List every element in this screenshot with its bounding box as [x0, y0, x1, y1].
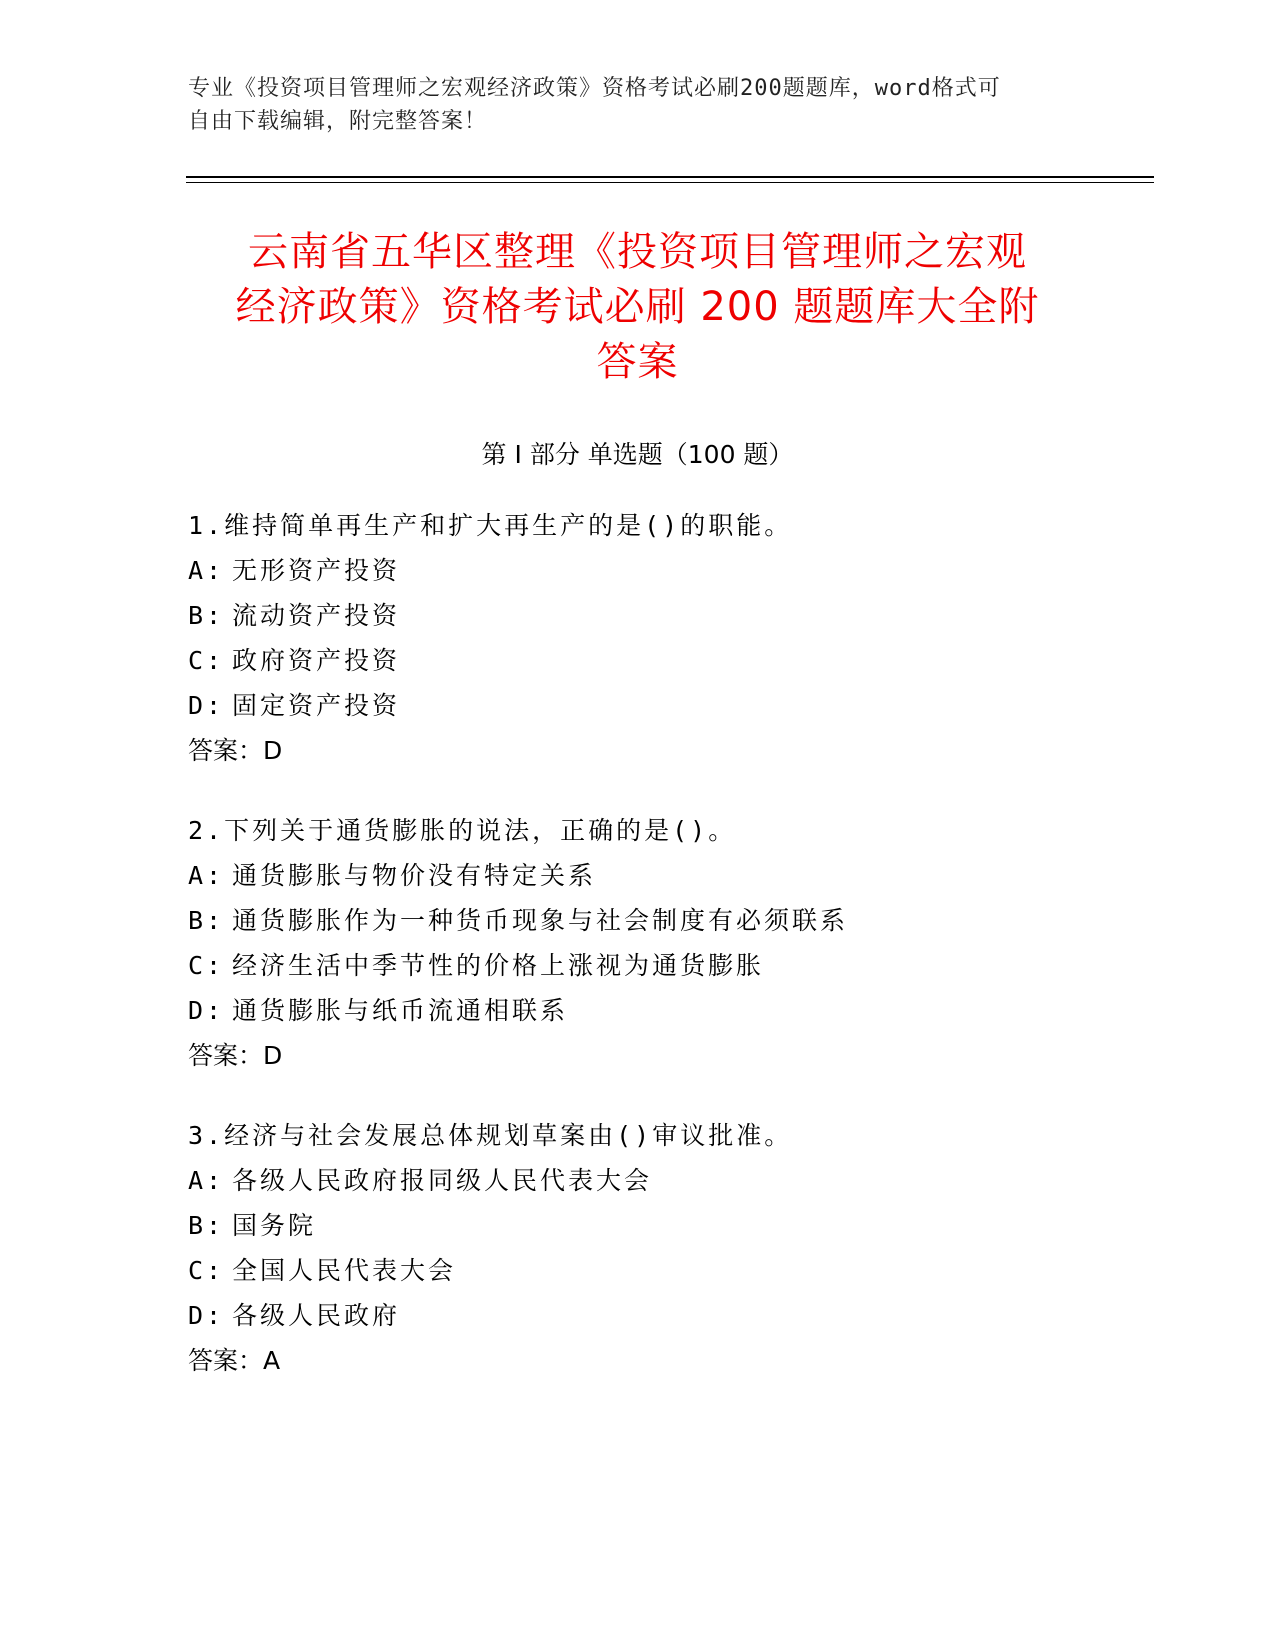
- option-key: C:: [188, 1256, 225, 1285]
- question-3: [188, 1113, 1138, 1383]
- option-b: [188, 593, 1138, 638]
- document-title-line-3: 答案: [596, 339, 679, 385]
- option-text: 固定资产投资: [232, 691, 401, 720]
- option-c: [188, 1248, 1138, 1293]
- option-key: A:: [188, 861, 225, 890]
- header-divider-thin: [186, 182, 1154, 183]
- option-text: 各级人民政府: [232, 1301, 401, 1330]
- document-title-line-1: 云南省五华区整理《投资项目管理师之宏观: [248, 229, 1027, 275]
- option-d: [188, 988, 1138, 1033]
- option-a: [188, 1158, 1138, 1203]
- answer: 答案：D: [188, 1041, 283, 1070]
- section-title: 第 I 部分 单选题（100 题）: [481, 440, 794, 469]
- document-title: [150, 225, 1125, 390]
- option-text: 通货膨胀作为一种货币现象与社会制度有必须联系: [232, 906, 849, 935]
- question-stem: 2.下列关于通货膨胀的说法，正确的是()。: [188, 816, 737, 845]
- option-d: [188, 683, 1138, 728]
- option-key: D:: [188, 691, 225, 720]
- option-text: 全国人民代表大会: [232, 1256, 457, 1285]
- question-2: [188, 808, 1138, 1078]
- option-text: 经济生活中季节性的价格上涨视为通货膨胀: [232, 951, 765, 980]
- option-text: 通货膨胀与物价没有特定关系: [232, 861, 597, 890]
- option-c: [188, 943, 1138, 988]
- header-note-line-2: 自由下载编辑，附完整答案！: [188, 109, 488, 134]
- option-a: [188, 853, 1138, 898]
- option-key: A:: [188, 1166, 225, 1195]
- header-divider-thick: [186, 176, 1154, 178]
- question-stem: 1.维持简单再生产和扩大再生产的是()的职能。: [188, 511, 793, 540]
- option-key: A:: [188, 556, 225, 585]
- document-title-line-2: 经济政策》资格考试必刷 200 题题库大全附: [235, 284, 1040, 330]
- option-key: C:: [188, 646, 225, 675]
- header-note: [188, 72, 1088, 138]
- option-b: [188, 1203, 1138, 1248]
- header-note-line-1: 专业《投资项目管理师之宏观经济政策》资格考试必刷200题题库，word格式可: [188, 76, 1001, 101]
- option-text: 政府资产投资: [232, 646, 401, 675]
- question-1: [188, 503, 1138, 773]
- question-stem: 3.经济与社会发展总体规划草案由()审议批准。: [188, 1121, 793, 1150]
- option-text: 通货膨胀与纸币流通相联系: [232, 996, 569, 1025]
- option-key: B:: [188, 1211, 225, 1240]
- option-key: D:: [188, 996, 225, 1025]
- option-text: 无形资产投资: [232, 556, 401, 585]
- option-key: C:: [188, 951, 225, 980]
- option-text: 各级人民政府报同级人民代表大会: [232, 1166, 653, 1195]
- option-key: B:: [188, 601, 225, 630]
- option-key: D:: [188, 1301, 225, 1330]
- option-c: [188, 638, 1138, 683]
- option-text: 流动资产投资: [232, 601, 401, 630]
- option-b: [188, 898, 1138, 943]
- option-a: [188, 548, 1138, 593]
- option-key: B:: [188, 906, 225, 935]
- answer: 答案：A: [188, 1346, 281, 1375]
- answer: 答案：D: [188, 736, 283, 765]
- option-d: [188, 1293, 1138, 1338]
- option-text: 国务院: [232, 1211, 317, 1240]
